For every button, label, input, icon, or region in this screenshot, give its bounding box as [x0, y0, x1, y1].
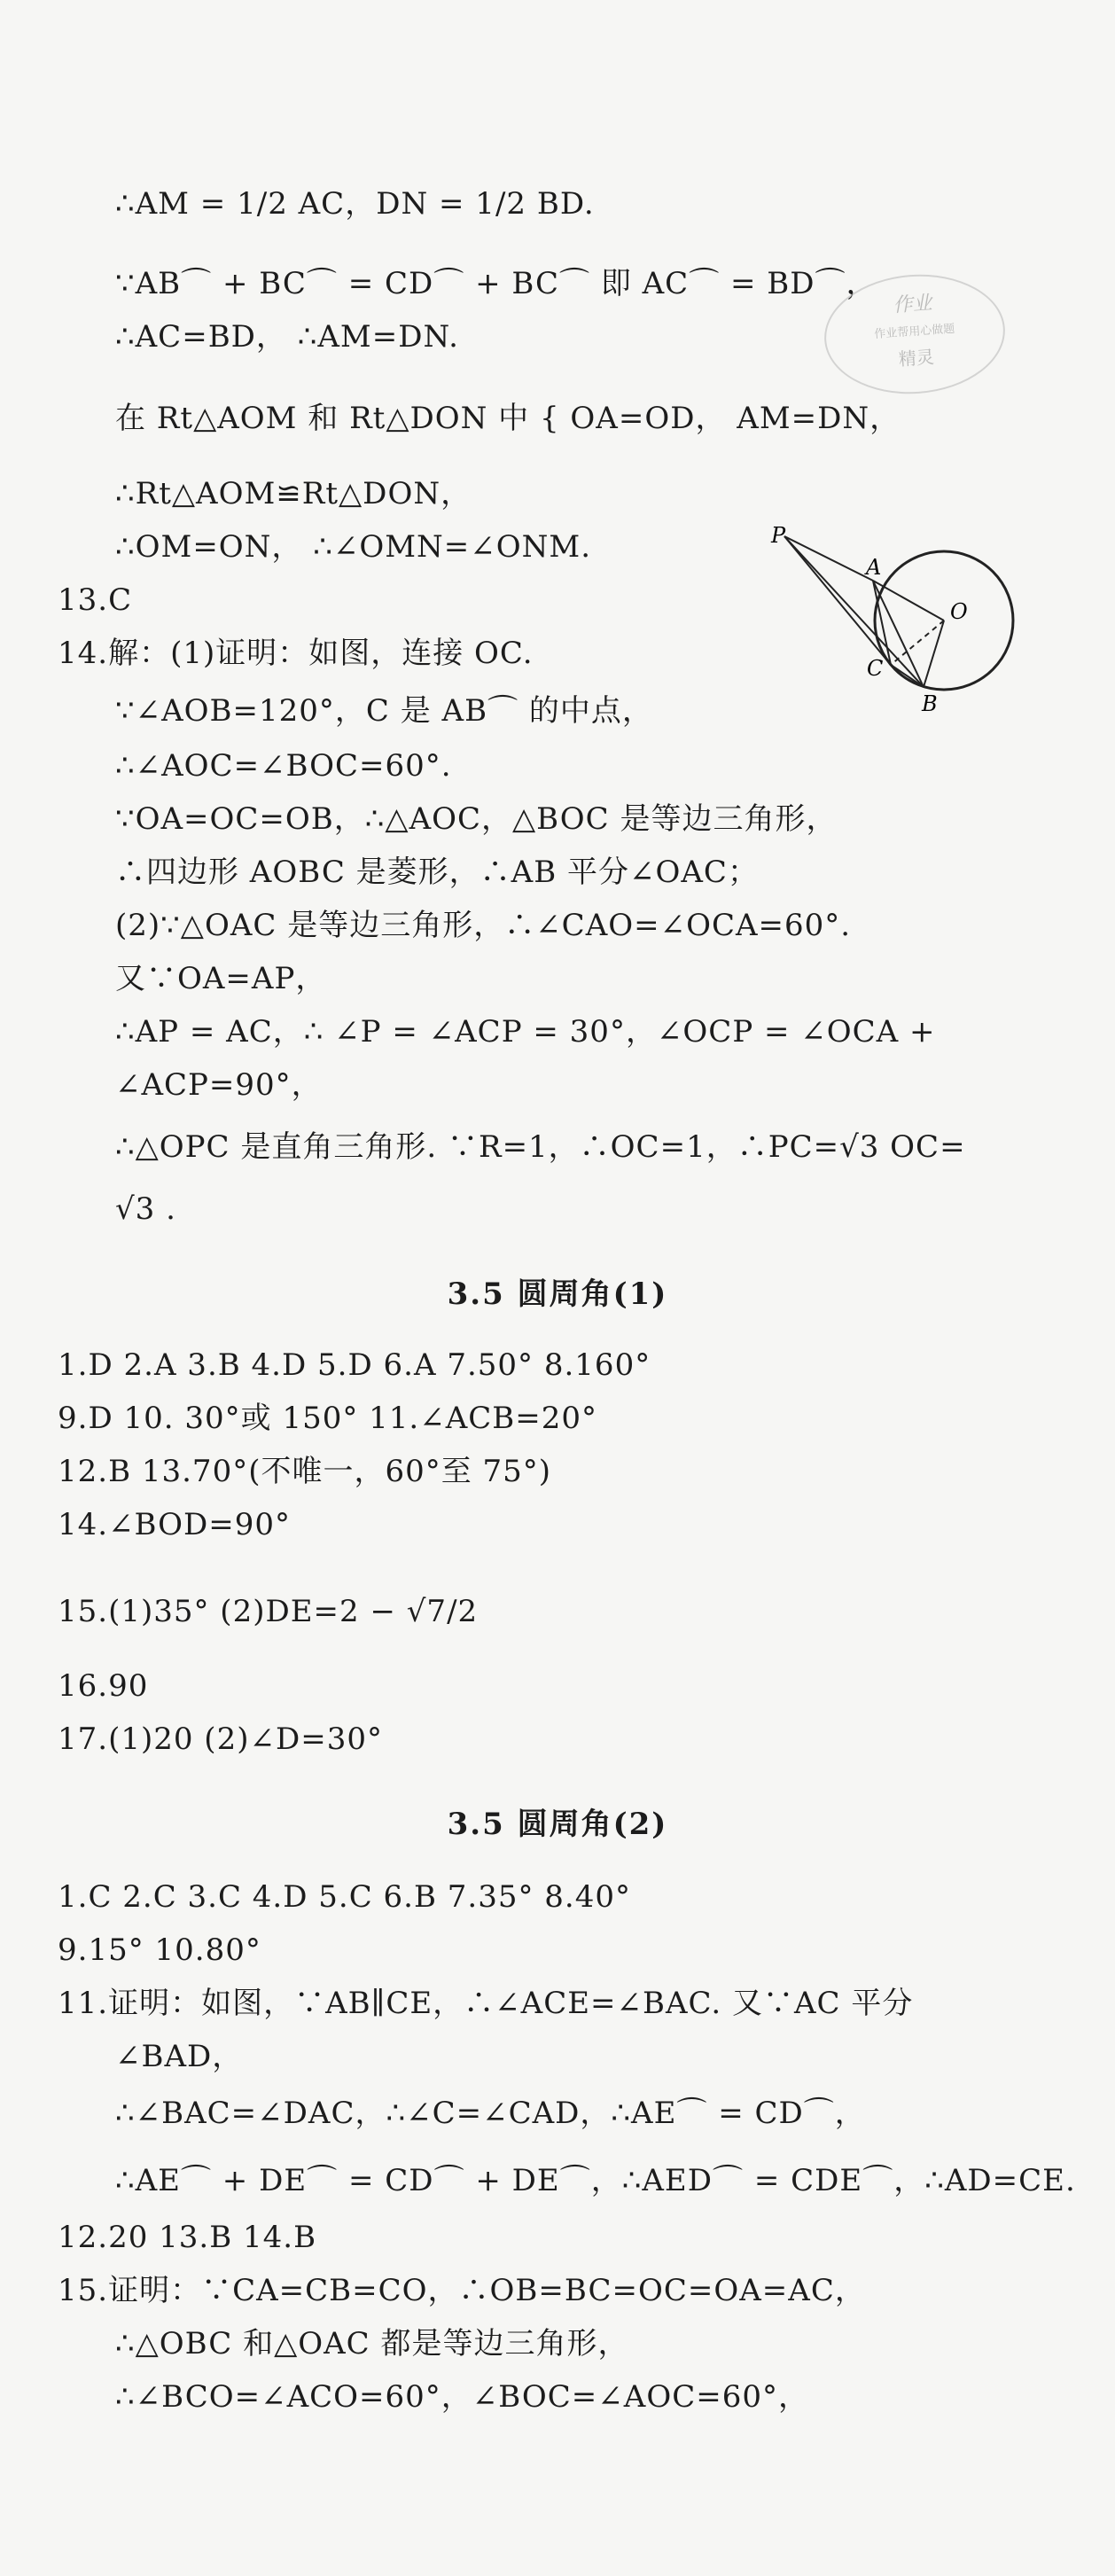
segment-OC	[891, 621, 944, 665]
stamp-title: 作业	[892, 292, 933, 317]
answer-line: ∴∠BCO=∠ACO=60°，∠BOC=∠AOC=60°，	[115, 2379, 809, 2415]
answer-line: 15.(1)35° (2)DE=2 − √7/2	[58, 1594, 479, 1629]
answer-line: 11.证明：如图，∵AB∥CE，∴∠ACE=∠BAC. 又∵AC 平分	[58, 1986, 914, 2021]
answer-line: 9.D 10. 30°或 150° 11.∠ACB=20°	[58, 1401, 598, 1436]
segment-PB	[784, 536, 924, 687]
answer-line: 12.20 13.B 14.B	[58, 2220, 317, 2255]
text-line: 在 Rt△AOM 和 Rt△DON 中 { OA=OD， AM=DN，	[115, 401, 901, 436]
text-line: ∵OA=OC=OB，∴△AOC，△BOC 是等边三角形，	[115, 801, 838, 837]
answer-line: 15.证明：∵CA=CB=CO，∴OB=BC=OC=OA=AC，	[58, 2273, 866, 2308]
text-line: ∠ACP=90°，	[115, 1067, 323, 1103]
answer-line: 17.(1)20 (2)∠D=30°	[58, 1721, 383, 1757]
text-line: 14.解：(1)证明：如图，连接 OC.	[58, 636, 534, 671]
circle-geometry-figure	[762, 523, 1028, 753]
text-line: ∴∠AOC=∠BOC=60°.	[115, 748, 452, 784]
text-line: 13.C	[58, 582, 133, 618]
text-line: ∴四边形 AOBC 是菱形，∴AB 平分∠OAC；	[115, 855, 759, 890]
text-line: ∴AP = AC，∴ ∠P = ∠ACP = 30°，∠OCP = ∠OCA +	[115, 1014, 936, 1050]
text-line: 又∵OA=AP，	[115, 961, 327, 996]
text-line: ∴△OPC 是直角三角形. ∵R=1，∴OC=1，∴PC=√3 OC=	[115, 1129, 966, 1165]
label-A: A	[866, 555, 882, 580]
label-C: C	[867, 656, 884, 681]
answer-line: 9.15° 10.80°	[58, 1932, 261, 1968]
text-line: ∴OM=ON， ∴∠OMN=∠ONM.	[115, 529, 592, 565]
segment-AO	[873, 581, 944, 621]
text-line: ∵AB⌒ + BC⌒ = CD⌒ + BC⌒ 即 AC⌒ = BD⌒，	[115, 266, 877, 301]
answer-line: 12.B 13.70°(不唯一，60°至 75°)	[58, 1454, 552, 1489]
section-heading-1: 3.5 圆周角(1)	[447, 1276, 668, 1312]
stamp-subtitle: 作业帮用心做题	[873, 322, 955, 342]
section-heading-2: 3.5 圆周角(2)	[447, 1807, 668, 1842]
stamp-signature: 精灵	[898, 346, 935, 371]
text-line: ∴AM = 1/2 AC，DN = 1/2 BD.	[115, 186, 595, 222]
text-line: ∵∠AOB=120°，C 是 AB⌒ 的中点，	[115, 693, 653, 729]
text-line: ∴Rt△AOM≌Rt△DON，	[115, 476, 472, 511]
text-line: ∴AC=BD， ∴AM=DN.	[115, 319, 459, 355]
label-P: P	[771, 523, 786, 548]
segment-PA	[784, 536, 873, 581]
answer-line: 14.∠BOD=90°	[58, 1507, 292, 1542]
label-B: B	[922, 691, 938, 716]
text-line: (2)∵△OAC 是等边三角形，∴∠CAO=∠OCA=60°.	[115, 908, 852, 943]
answer-line: ∴∠BAC=∠DAC，∴∠C=∠CAD，∴AE⌒ = CD⌒，	[115, 2096, 866, 2131]
segment-OB	[924, 621, 944, 687]
answer-line: ∠BAD，	[115, 2039, 244, 2074]
answer-line: 1.D 2.A 3.B 4.D 5.D 6.A 7.50° 8.160°	[58, 1347, 651, 1383]
answer-line: ∴△OBC 和△OAC 都是等边三角形，	[115, 2326, 629, 2361]
label-O: O	[950, 599, 968, 624]
answer-line: 16.90	[58, 1668, 149, 1704]
text-line: √3 .	[115, 1191, 176, 1227]
answer-line: 1.C 2.C 3.C 4.D 5.C 6.B 7.35° 8.40°	[58, 1879, 631, 1915]
answer-line: ∴AE⌒ + DE⌒ = CD⌒ + DE⌒，∴AED⌒ = CDE⌒，∴AD=CE.	[115, 2163, 1076, 2198]
